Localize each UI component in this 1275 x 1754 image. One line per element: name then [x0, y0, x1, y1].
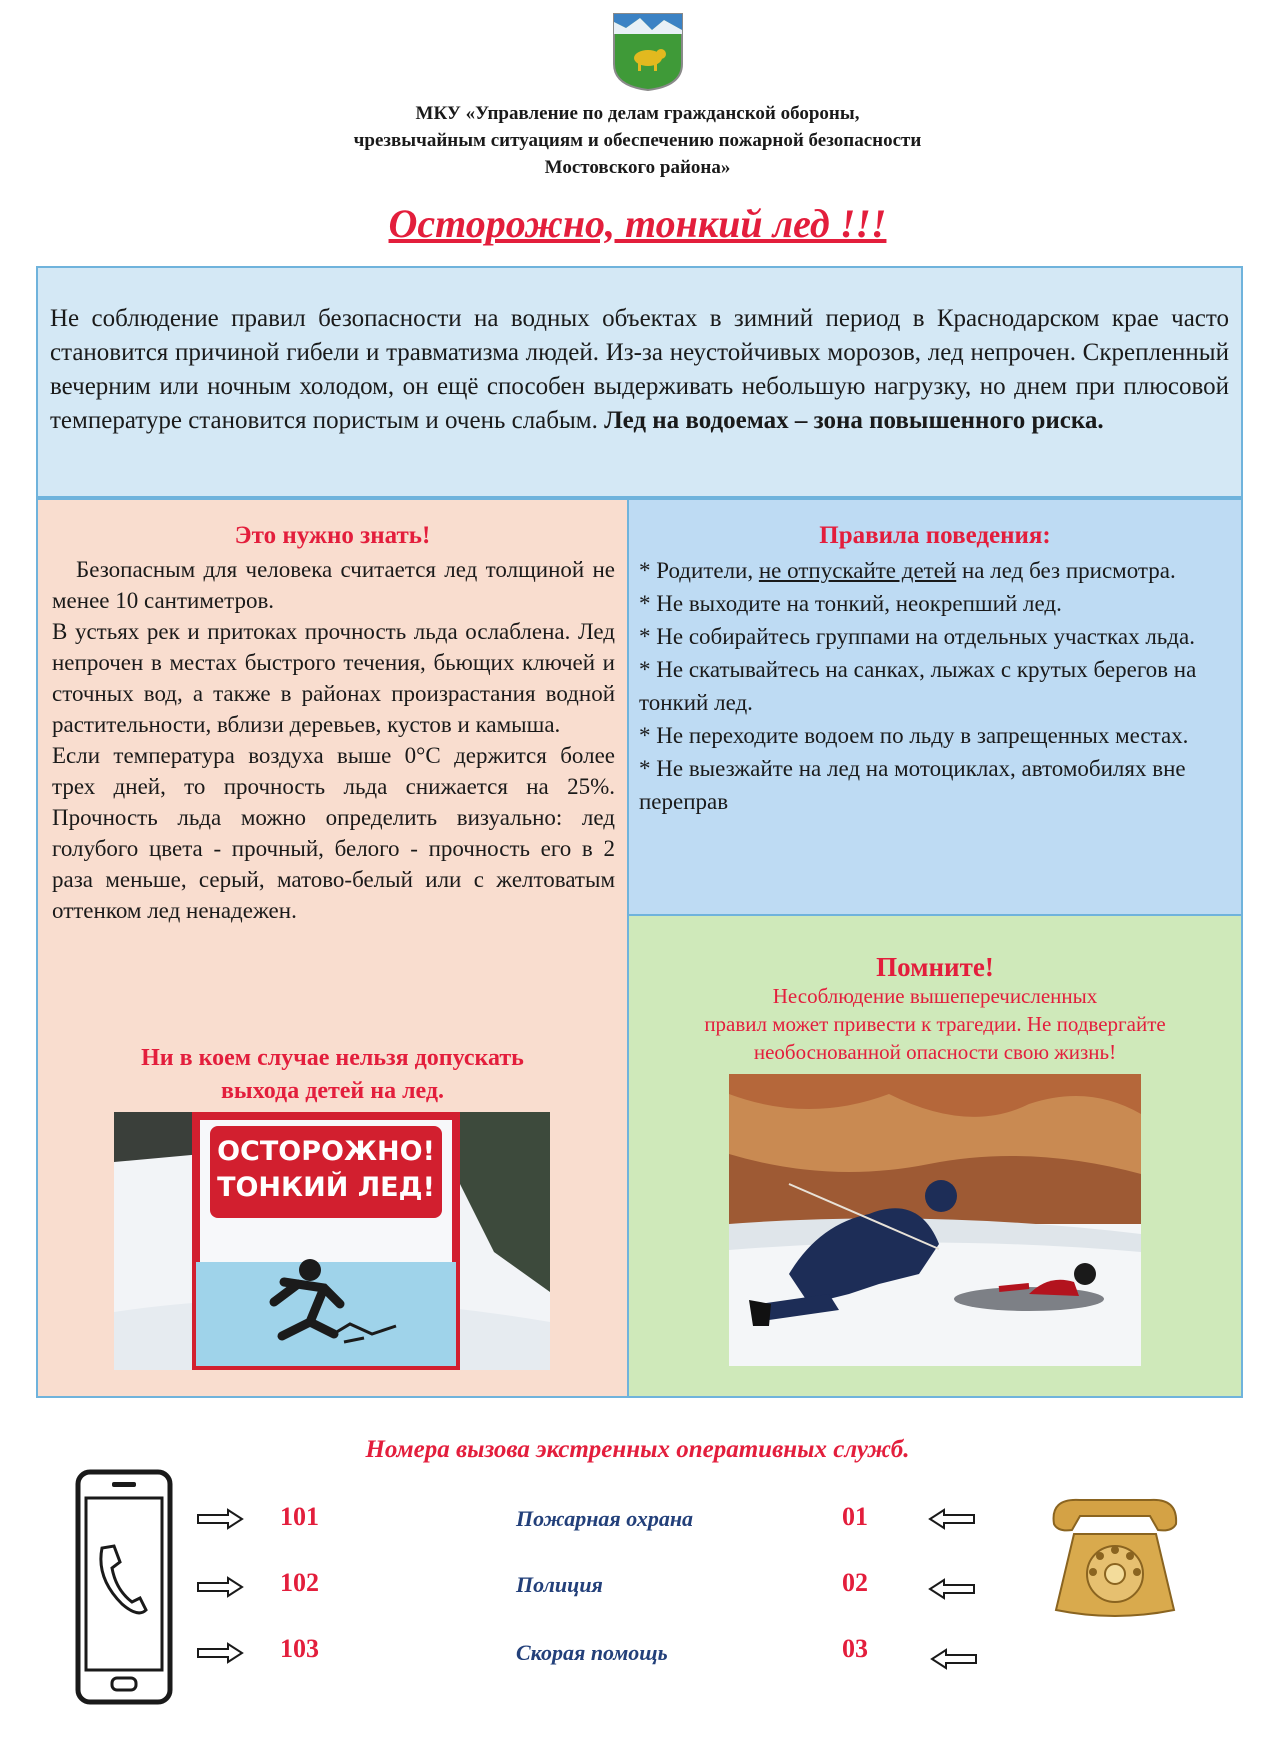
know-paragraph: Если температура воздуха выше 0°С держится более трех дней, то прочность льда снижается на 25%. Прочность льда можно определить визуально: лед голубого цвета - прочный, белого - прочность его в 2 раза меньше, серый, матово-белый или с желтоватым оттенком лед ненадежен. — [52, 743, 615, 923]
header-line: чрезвычайным ситуациям и обеспечению пожарной безопасности — [353, 130, 922, 151]
remember-heading: Помните! — [876, 952, 994, 982]
rule-item — [639, 554, 1233, 587]
rule-item: * Не переходите водоем по льду в запрещенных местах. — [639, 723, 1189, 748]
know-heading: Это нужно знать! — [234, 522, 431, 549]
remember-line: Несоблюдение вышеперечисленных — [772, 984, 1098, 1008]
sign-line: ОСТОРОЖНО! — [217, 1136, 435, 1167]
right-arrow-icon — [196, 1642, 244, 1668]
left-arrow-icon — [928, 1508, 976, 1534]
know-paragraph: В устьях рек и притоках прочность льда ослаблена. Лед непрочен в местах быстрого течения, бьющих ключей и сточных вод, а также в районах произрастания водной растительности, вблизи деревьев, кустов и камыша. — [52, 619, 615, 737]
rule-text: на лед без присмотра. — [956, 558, 1176, 583]
landline-number: 02 — [842, 1568, 868, 1597]
remember-box — [629, 916, 1243, 1398]
rotary-phone-icon — [1040, 1490, 1190, 1622]
right-arrow-icon — [196, 1508, 244, 1534]
know-text — [52, 554, 615, 926]
ice-rescue-photo — [729, 1074, 1141, 1366]
sign-caption — [210, 1134, 442, 1206]
intro-box — [36, 266, 1243, 498]
right-arrow-icon — [196, 1576, 244, 1602]
rule-item: * Не выходите на тонкий, неокрепший лед. — [639, 591, 1062, 616]
warning-line: выхода детей на лед. — [220, 1078, 445, 1104]
page-title: Осторожно, тонкий лед !!! — [388, 201, 887, 246]
remember-text — [639, 982, 1231, 1066]
intro-bold-statement: Лед на водоемах – зона повышенного риска. — [604, 407, 1104, 434]
know-paragraph: Безопасным для человека считается лед толщиной не менее 10 сантиметров. — [52, 557, 615, 613]
thin-ice-sign-photo — [114, 1112, 550, 1370]
remember-line: необоснованной опасности свою жизнь! — [753, 1040, 1117, 1064]
emergency-title: Номера вызова экстренных оперативных служб. — [365, 1436, 910, 1463]
rule-emphasis: не отпускайте детей — [758, 558, 957, 583]
organization-header — [0, 100, 1275, 181]
service-name: Скорая помощь — [516, 1640, 668, 1665]
landline-number: 01 — [842, 1502, 868, 1531]
intro-paragraph: Не соблюдение правил безопасности на водных объектах в зимний период в Краснодарском крае часто становится причиной гибели и травматизма людей. Из-за неустойчивых морозов, лед непрочен. Скрепленный вечерним или ночным холодом, он ещё способен выдерживать небольшую нагрузку, но днем при плюсовой температуре становится пористым и очень слабым. — [50, 305, 1229, 434]
rule-item: * Не собирайтесь группами на отдельных участках льда. — [639, 624, 1195, 649]
emblem-icon — [612, 12, 684, 92]
mobile-number: 103 — [280, 1634, 319, 1663]
remember-line: правил может привести к трагедии. Не подвергайте — [704, 1012, 1166, 1036]
service-name: Полиция — [516, 1572, 603, 1597]
header-line: МКУ «Управление по делам гражданской обороны, — [415, 103, 860, 124]
header-line: Мостовского района» — [544, 157, 731, 178]
know-box — [36, 498, 629, 1398]
rule-text: * Родители, — [639, 558, 759, 583]
left-arrow-icon — [930, 1648, 978, 1674]
sign-line: ТОНКИЙ ЛЕД! — [217, 1172, 435, 1203]
service-name: Пожарная охрана — [516, 1506, 694, 1531]
intro-text — [50, 302, 1229, 438]
children-warning — [38, 1042, 627, 1108]
mobile-phone-icon — [74, 1468, 174, 1706]
warning-line: Ни в коем случае нельзя допускать — [141, 1045, 524, 1071]
rule-item: * Не скатывайтесь на санках, лыжах с крутых берегов на тонкий лед. — [639, 657, 1197, 715]
rule-item: * Не выезжайте на лед на мотоциклах, автомобилях вне переправ — [639, 756, 1186, 814]
rules-box — [629, 498, 1243, 916]
landline-number: 03 — [842, 1634, 868, 1663]
rules-heading: Правила поведения: — [819, 522, 1051, 549]
left-arrow-icon — [928, 1578, 976, 1604]
rules-list — [639, 554, 1233, 818]
mobile-number: 102 — [280, 1568, 319, 1597]
mobile-number: 101 — [280, 1502, 319, 1531]
